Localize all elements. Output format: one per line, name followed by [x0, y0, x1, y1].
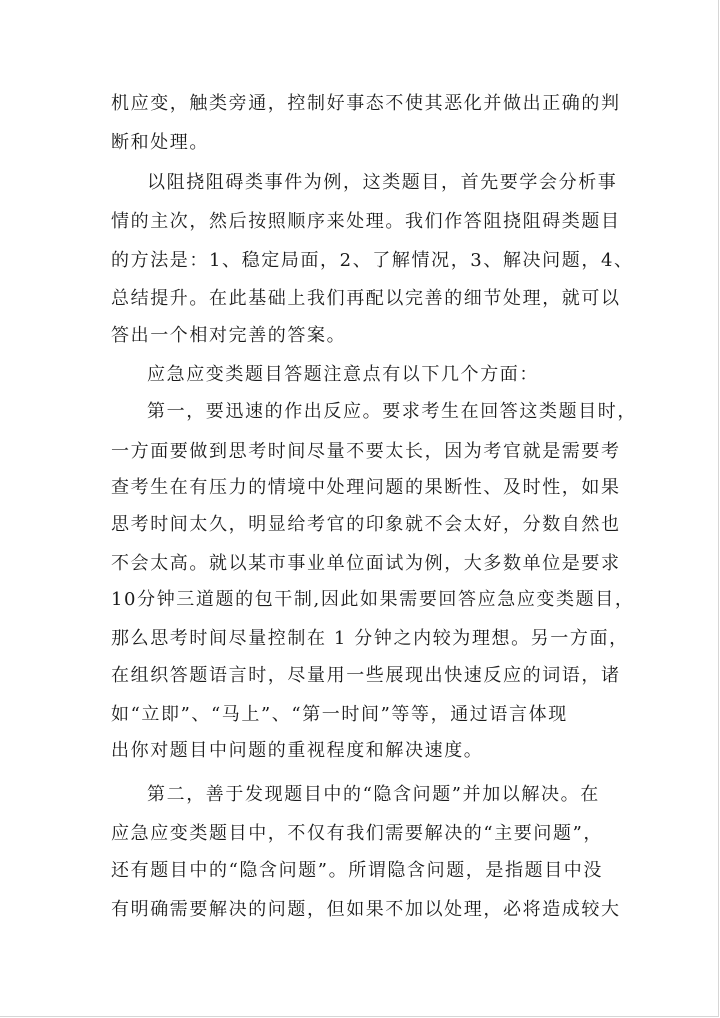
text-line-5: 的方法是：1、稳定局面，2、了解情况，3、解决问题，4、	[111, 250, 634, 271]
text-line-4: 情的主次，然后按照顺序来处理。我们作答阻挠阻碍类题目	[111, 211, 621, 232]
text-line-19: 第二，善于发现题目中的“隐含问题”并加以解决。在	[147, 784, 600, 805]
text-line-13: 不会太高。就以某市事业单位面试为例，大多数单位是要求	[111, 553, 621, 574]
text-line-12: 思考时间太久，明显给考官的印象就不会太好，分数自然也	[111, 514, 621, 535]
text-line-8: 应急应变类题目答题注意点有以下几个方面：	[147, 364, 539, 385]
text-line-1: 机应变，触类旁通，控制好事态不使其恶化并做出正确的判	[111, 93, 621, 114]
text-line-17: 如“立即”、“马上”、“第一时间”等等，通过语言体现	[111, 704, 568, 725]
text-line-6: 总结提升。在此基础上我们再配以完善的细节处理，就可以	[111, 288, 621, 309]
text-line-21: 还有题目中的“隐含问题”。所谓隐含问题，是指题目中没	[111, 860, 604, 881]
text-line-9: 第一，要迅速的作出反应。要求考生在回答这类题目时，	[147, 401, 637, 422]
text-line-3: 以阻挠阻碍类事件为例，这类题目，首先要学会分析事	[147, 172, 618, 193]
text-line-15: 那么思考时间尽量控制在 1 分钟之内较为理想。另一方面，	[111, 628, 629, 649]
text-line-16: 在组织答题语言时，尽量用一些展现出快速反应的词语，诸	[111, 665, 621, 686]
text-line-10: 一方面要做到思考时间尽量不要太长，因为考官就是需要考	[111, 441, 621, 462]
text-line-7: 答出一个相对完善的答案。	[111, 325, 347, 346]
text-line-11: 查考生在有压力的情境中处理问题的果断性、及时性，如果	[111, 477, 621, 498]
text-line-22: 有明确需要解决的问题，但如果不加以处理，必将造成较大	[111, 899, 621, 920]
text-line-14: 10分钟三道题的包干制,因此如果需要回答应急应变类题目，	[111, 589, 635, 610]
text-line-18: 出你对题目中问题的重视程度和解决速度。	[111, 740, 484, 761]
text-line-2: 断和处理。	[111, 132, 209, 153]
text-line-20: 应急应变类题目中，不仅有我们需要解决的“主要问题”，	[111, 823, 604, 844]
